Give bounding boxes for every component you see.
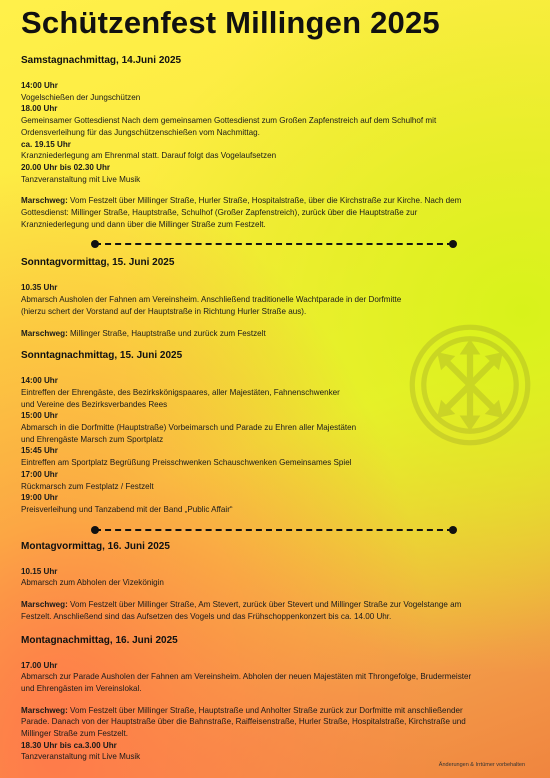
event-text: Tanzveranstaltung mit Live Musik — [21, 752, 141, 762]
march-route — [21, 705, 530, 740]
event-text: Abmarsch in die Dorfmitte (Hauptstraße) Vorbeimarsch und Parade zu Ehren aller Majestäten — [21, 423, 357, 433]
time-label: 10.15 Uhr — [21, 566, 58, 576]
event-text: Abmarsch Ausholen der Fahnen am Vereinsheim. Anschließend traditionelle Wachtparade in der Dorfmitte — [21, 295, 402, 305]
time-label: 18.00 Uhr — [21, 104, 58, 114]
section-title: Sonntagvormittag, 15. Juni 2025 — [21, 257, 175, 269]
event-text: und Ehrengäste Marsch zum Sportplatz — [21, 434, 164, 444]
march-text: Gottesdienst: Millinger Straße, Hauptstraße, Schulhof (Großer Zapfenstreich), zurück über die Hauptstraße zur — [21, 208, 418, 218]
event-text: Gemeinsamer Gottesdienst Nach dem gemeinsamen Gottesdienst zum Großen Zapfenstreich auf dem Schulhof mit — [21, 116, 437, 126]
section-lines — [21, 80, 530, 185]
march-label: Marschweg: — [21, 196, 68, 206]
time-label: 14:00 Uhr — [21, 81, 58, 90]
time-label: 17:00 Uhr — [21, 469, 58, 479]
event-text: und Ehrengästen im Vereinslokal. — [21, 683, 142, 693]
time-label: 17.00 Uhr — [21, 660, 58, 670]
section-title: Montagnachmittag, 16. Juni 2025 — [21, 634, 178, 646]
crossed-arrows-emblem-icon — [407, 322, 533, 448]
march-text: Vom Festzelt über Millinger Straße, Am Stevert, zurück über Stevert und Millinger Straße zur Vogelstange am — [67, 600, 462, 610]
time-label: 15:00 Uhr — [21, 411, 58, 421]
time-label: 14:00 Uhr — [21, 376, 58, 386]
march-label: Marschweg: — [21, 705, 68, 715]
march-text: Parade. Danach von der Hauptstraße über die Bahnstraße, Raiffeisenstraße, Hurler Straße, Hospitalstraße, Kirchstraße und — [21, 717, 466, 727]
march-text: Vom Festzelt über Millinger Straße, Hurler Straße, Hospitalstraße, über die Kirchstraße zur Kirche. Nach dem — [67, 196, 462, 206]
time-label: 15:45 Uhr — [21, 446, 58, 456]
event-text: (hierzu schert der Vorstand auf der Hauptstraße in Richtung Hurler Straße aus). — [21, 306, 307, 316]
time-label: 10.35 Uhr — [21, 283, 58, 293]
page-title: Schützenfest Millingen 2025 — [21, 5, 440, 40]
march-route — [21, 195, 530, 230]
march-route — [21, 599, 530, 622]
event-text: Tanzveranstaltung mit Live Musik — [21, 174, 141, 184]
divider — [91, 525, 457, 535]
time-label: ca. 19.15 Uhr — [21, 139, 71, 149]
event-text: Abmarsch zum Abholen der Vizekönigin — [21, 578, 164, 588]
section-title: Samstagnachmittag, 14.Juni 2025 — [21, 55, 182, 66]
march-text: Kranzniederlegung und dann über die Millinger Straße zum Festzelt. — [21, 219, 266, 229]
section-monday-afternoon — [21, 635, 530, 764]
event-text: Abmarsch zur Parade Ausholen der Fahnen am Vereinsheim. Abholen der neuen Majestäten mit Throngefolge, Brudermeister — [21, 672, 472, 682]
disclaimer-footnote: Änderungen & Irrtümer vorbehalten — [438, 762, 525, 768]
section-title: Montagvormittag, 16. Juni 2025 — [21, 540, 170, 552]
section-saturday-afternoon — [21, 55, 530, 230]
event-text: Eintreffen der Ehrengäste, des Bezirkskönigspaares, aller Majestäten, Fahnenschwenker — [21, 387, 340, 397]
section-title: Sonntagnachmittag, 15. Juni 2025 — [21, 350, 183, 362]
march-label: Marschweg: — [21, 328, 68, 338]
section-monday-morning — [21, 541, 530, 623]
event-text: und Vereine des Bezirksverbandes Rees — [21, 399, 168, 409]
time-label: 19:00 Uhr — [21, 493, 58, 503]
march-text: Millinger Straße zum Festzelt. — [21, 729, 129, 739]
divider — [91, 239, 457, 249]
march-text: Vom Festzelt über Millinger Straße, Hauptstraße und Anholter Straße zurück zur Dorfmitte mit anschließender — [67, 705, 463, 715]
event-text: Eintreffen am Sportplatz Begrüßung Preisschwenken Schauschwenken Gemeinsames Spiel — [21, 458, 352, 468]
march-label: Marschweg: — [21, 600, 68, 610]
time-label: 18.30 Uhr bis ca.3.00 Uhr — [21, 740, 117, 750]
march-text: Millinger Straße, Hauptstraße und zurück zum Festzelt — [67, 328, 266, 338]
event-text: Ordensverleihung für das Jungschützenschießen vom Nachmittag. — [21, 127, 260, 137]
section-lines — [21, 740, 530, 763]
event-text: Rückmarsch zum Festplatz / Festzelt — [21, 481, 154, 491]
event-text: Preisverleihung und Tanzabend mit der Band „Public Affair“ — [21, 504, 233, 514]
event-text: Vogelschießen der Jungschützen — [21, 92, 141, 102]
march-text: Festzelt. Anschließend sind das Aufsetzen des Vogels und das Frühschoppenkonzert bis ca. 14.00 Uhr. — [21, 611, 392, 621]
section-lines — [21, 282, 530, 317]
section-lines — [21, 566, 530, 589]
time-label: 20.00 Uhr bis 02.30 Uhr — [21, 162, 111, 172]
event-text: Kranzniederlegung am Ehrenmal statt. Darauf folgt das Vogelaufsetzen — [21, 151, 277, 161]
section-lines — [21, 660, 530, 695]
